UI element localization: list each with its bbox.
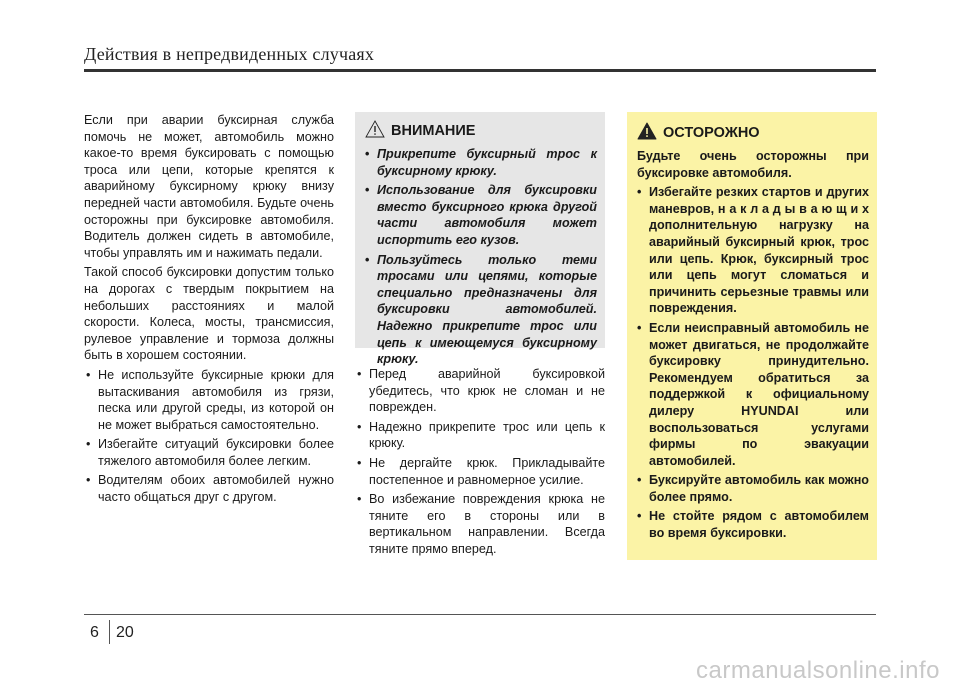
list-item: • Избегайте резких стартов и других маневров, н а к л а д ы в а ю щ и х дополнительную нагрузку на аварийный буксирный крюк, трос или цепь. Крюк, буксирный трос или цепь могут сломаться и причинить серьезные травмы или повреждения. xyxy=(637,184,869,317)
list-item: • Во избежание повреждения крюка не тяните его в стороны или в вертикальном направлении. Всегда тяните прямо вперед. xyxy=(355,491,605,557)
list-item: • Не стойте рядом с автомобилем во время буксировки. xyxy=(637,508,869,541)
caution-header xyxy=(637,122,869,144)
caution-triangle-icon xyxy=(637,122,657,144)
bullet-list xyxy=(84,367,334,506)
page-number-divider xyxy=(109,620,110,644)
warning-list xyxy=(365,146,597,368)
list-item: • Если неисправный автомобиль не может двигаться, не продолжайте буксировку принудительно. Рекомендуем обратиться за поддержкой к официальному дилеру HYUNDAI или воспользоваться услугами фирмы по эвакуации автомобилей. xyxy=(637,320,869,469)
header-rule xyxy=(84,69,876,72)
list-item: • Прикрепите буксирный трос к буксирному крюку. xyxy=(365,146,597,179)
list-item: • Перед аварийной буксировкой убедитесь, что крюк не сломан и не поврежден. xyxy=(355,366,605,416)
warning-triangle-icon xyxy=(365,120,385,142)
footer-rule xyxy=(84,614,876,615)
page-number: 20 xyxy=(116,624,134,641)
list-item: • Водителям обоих автомобилей нужно часто общаться друг с другом. xyxy=(84,472,334,505)
list-item: • Надежно прикрепите трос или цепь к крюку. xyxy=(355,419,605,452)
watermark: carmanualsonline.info xyxy=(696,657,940,684)
chapter-number: 6 xyxy=(90,624,99,641)
list-item: • Буксируйте автомобиль как можно более прямо. xyxy=(637,472,869,505)
warning-title: ВНИМАНИЕ xyxy=(391,123,476,139)
paragraph: Если при аварии буксирная служба помочь не может, автомобиль можно какое-то время буксировать с помощью троса или цепи, которые крепятся к аварийному буксирному крюку внизу передней части автомобиля. Будьте очень осторожны при буксировке автомобиля. Водитель должен сидеть в автомобиле, чтобы управлять им и нажимать педали. xyxy=(84,113,334,260)
list-item: • Пользуйтесь только теми тросами или цепями, которые специально предназначены для буксировки автомобилей. Надежно прикрепите трос или цепь к имеющемуся буксирному крюку. xyxy=(365,252,597,368)
caution-list xyxy=(637,184,869,541)
list-item: • Избегайте ситуаций буксировки более тяжелого автомобиля более легким. xyxy=(84,436,334,469)
page-header-title: Действия в непредвиденных случаях xyxy=(84,44,375,64)
column-2 xyxy=(355,366,605,561)
list-item: • Использование для буксировки вместо буксирного крюка другой части автомобиля может испортить его кузов. xyxy=(365,182,597,248)
column-1 xyxy=(84,112,334,509)
list-item: • Не используйте буксирные крюки для вытаскивания автомобиля из грязи, песка или другой среды, из которой он не может выбраться самостоятельно. xyxy=(84,367,334,433)
caution-intro: Будьте очень осторожны при буксировке автомобиля. xyxy=(637,149,869,180)
warning-header xyxy=(365,120,597,142)
list-item: • Не дергайте крюк. Прикладывайте постепенное и равномерное усилие. xyxy=(355,455,605,488)
bullet-list xyxy=(355,366,605,558)
caution-box xyxy=(627,112,877,560)
warning-box xyxy=(355,112,605,367)
paragraph: Такой способ буксировки допустим только на дорогах с твердым покрытием на небольших расстояниях и малой скорости. Колеса, мосты, трансмиссия, рулевое управление и тормоза должны быть в хорошем состоянии. xyxy=(84,265,334,363)
caution-title: ОСТОРОЖНО xyxy=(663,125,760,141)
